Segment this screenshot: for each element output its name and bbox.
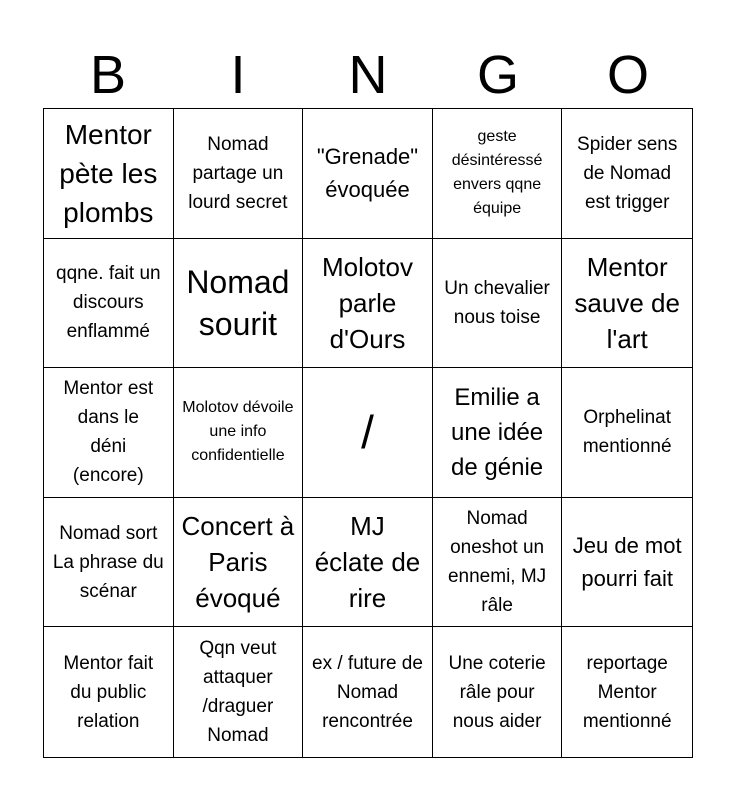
cell-text: Nomad sort La phrase du scénar (52, 522, 164, 602)
cell-text: "Grenade" évoquée (316, 144, 419, 203)
cell-text: Orphelinat mentionné (582, 407, 672, 458)
header-letter-i: I (230, 45, 246, 105)
cell-text: Une coterie râle pour nous aider (448, 652, 546, 732)
bingo-cell-2-5[interactable] (562, 239, 692, 369)
bingo-cell-3-1[interactable] (44, 368, 174, 498)
bingo-cell-4-2[interactable] (174, 498, 304, 628)
bingo-cell-1-5[interactable] (562, 109, 692, 239)
cell-text: MJ éclate de rire (314, 511, 421, 614)
cell-text: Mentor est dans le déni (encore) (63, 378, 154, 487)
bingo-cell-1-3[interactable] (303, 109, 433, 239)
cell-text: Molotov parle d'Ours (321, 251, 413, 354)
bingo-cell-1-4[interactable] (433, 109, 563, 239)
cell-text: Qqn veut attaquer /draguer Nomad (199, 638, 277, 747)
cell-text: Concert à Paris évoqué (181, 511, 295, 614)
cell-text: Un chevalier nous toise (444, 277, 550, 328)
cell-text: Molotov dévoile une info confidentielle (182, 399, 294, 465)
bingo-cell-4-1[interactable] (44, 498, 174, 628)
bingo-header (43, 42, 693, 108)
header-letter-n: N (348, 45, 388, 105)
cell-text: Mentor fait du public relation (63, 652, 154, 732)
cell-text: Mentor sauve de l'art (574, 251, 680, 354)
cell-text: Jeu de mot pourri fait (572, 533, 682, 592)
bingo-cell-5-1[interactable] (44, 627, 174, 757)
bingo-cell-1-1[interactable] (44, 109, 174, 239)
bingo-cell-3-5[interactable] (562, 368, 692, 498)
cell-text: Nomad partage un lourd secret (188, 133, 288, 213)
bingo-board (43, 108, 693, 758)
cell-text: Emilie a une idée de génie (451, 383, 544, 481)
header-letter-g: G (476, 45, 519, 105)
bingo-cell-4-3[interactable] (303, 498, 433, 628)
bingo-cell-5-4[interactable] (433, 627, 563, 757)
cell-text: Mentor pète les plombs (59, 118, 158, 228)
bingo-cell-4-5[interactable] (562, 498, 692, 628)
bingo-free-space[interactable] (303, 368, 433, 498)
cell-text: Nomad sourit (186, 263, 290, 342)
bingo-cell-1-2[interactable] (174, 109, 304, 239)
header-letter-b: B (89, 45, 127, 105)
bingo-cell-5-5[interactable] (562, 627, 692, 757)
bingo-cell-4-4[interactable] (433, 498, 563, 628)
bingo-cell-2-4[interactable] (433, 239, 563, 369)
bingo-cell-2-2[interactable] (174, 239, 304, 369)
bingo-cell-3-4[interactable] (433, 368, 563, 498)
cell-text: reportage Mentor mentionné (582, 652, 672, 732)
cell-text: ex / future de Nomad rencontrée (312, 652, 423, 732)
bingo-cell-5-2[interactable] (174, 627, 304, 757)
bingo-cell-3-2[interactable] (174, 368, 304, 498)
cell-text: Spider sens de Nomad est trigger (577, 133, 678, 213)
bingo-cell-5-3[interactable] (303, 627, 433, 757)
bingo-cell-2-3[interactable] (303, 239, 433, 369)
bingo-cell-2-1[interactable] (44, 239, 174, 369)
header-letter-o: O (606, 45, 649, 105)
cell-text: geste désintéressé envers qqne équipe (451, 128, 543, 218)
cell-text: qqne. fait un discours enflammé (56, 263, 161, 343)
cell-text: / (361, 406, 374, 459)
cell-text: Nomad oneshot un ennemi, MJ râle (447, 508, 547, 617)
